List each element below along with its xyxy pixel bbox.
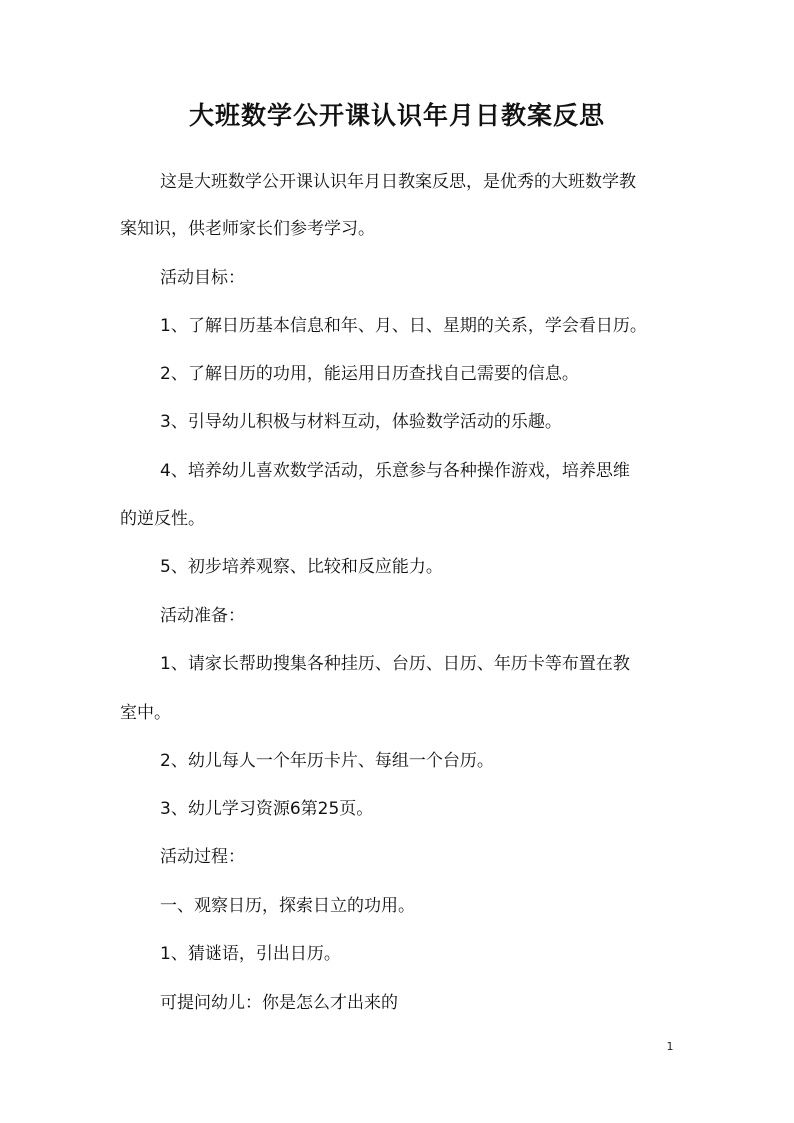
document-title: 大班数学公开课认识年月日教案反思 [188,101,605,130]
heading-activity-goals: 活动目标： [160,268,245,288]
process-question: 可提问幼儿：你是怎么才出来的 [160,993,398,1013]
goal-item-5: 5、初步培养观察、比较和反应能力。 [160,557,443,577]
preparation-item-1-line-2: 室中。 [120,703,171,723]
goal-item-4-line-1: 4、培养幼儿喜欢数学活动，乐意参与各种操作游戏，培养思维 [160,461,630,481]
page-number: 1 [666,1040,674,1053]
goal-item-2: 2、了解日历的功用，能运用日历查找自己需要的信息。 [160,364,579,384]
preparation-item-2: 2、幼儿每人一个年历卡片、每组一个台历。 [160,751,494,771]
process-step-1: 1、猜谜语，引出日历。 [160,944,341,964]
process-section-1: 一、观察日历，探索日立的功用。 [160,896,415,916]
paragraph-intro-line-1: 这是大班数学公开课认识年月日教案反思，是优秀的大班数学教 [160,172,636,192]
goal-item-1: 1、了解日历基本信息和年、月、日、星期的关系，学会看日历。 [160,316,647,336]
preparation-item-3: 3、幼儿学习资源6第25页。 [160,799,374,819]
heading-activity-preparation: 活动准备： [160,606,245,626]
preparation-item-1-line-1: 1、请家长帮助搜集各种挂历、台历、日历、年历卡等布置在教 [160,654,630,674]
goal-item-3: 3、引导幼儿积极与材料互动，体验数学活动的乐趣。 [160,412,562,432]
goal-item-4-line-2: 的逆反性。 [120,509,205,529]
heading-activity-process: 活动过程： [160,847,245,867]
paragraph-intro-line-2: 案知识，供老师家长们参考学习。 [120,219,375,239]
